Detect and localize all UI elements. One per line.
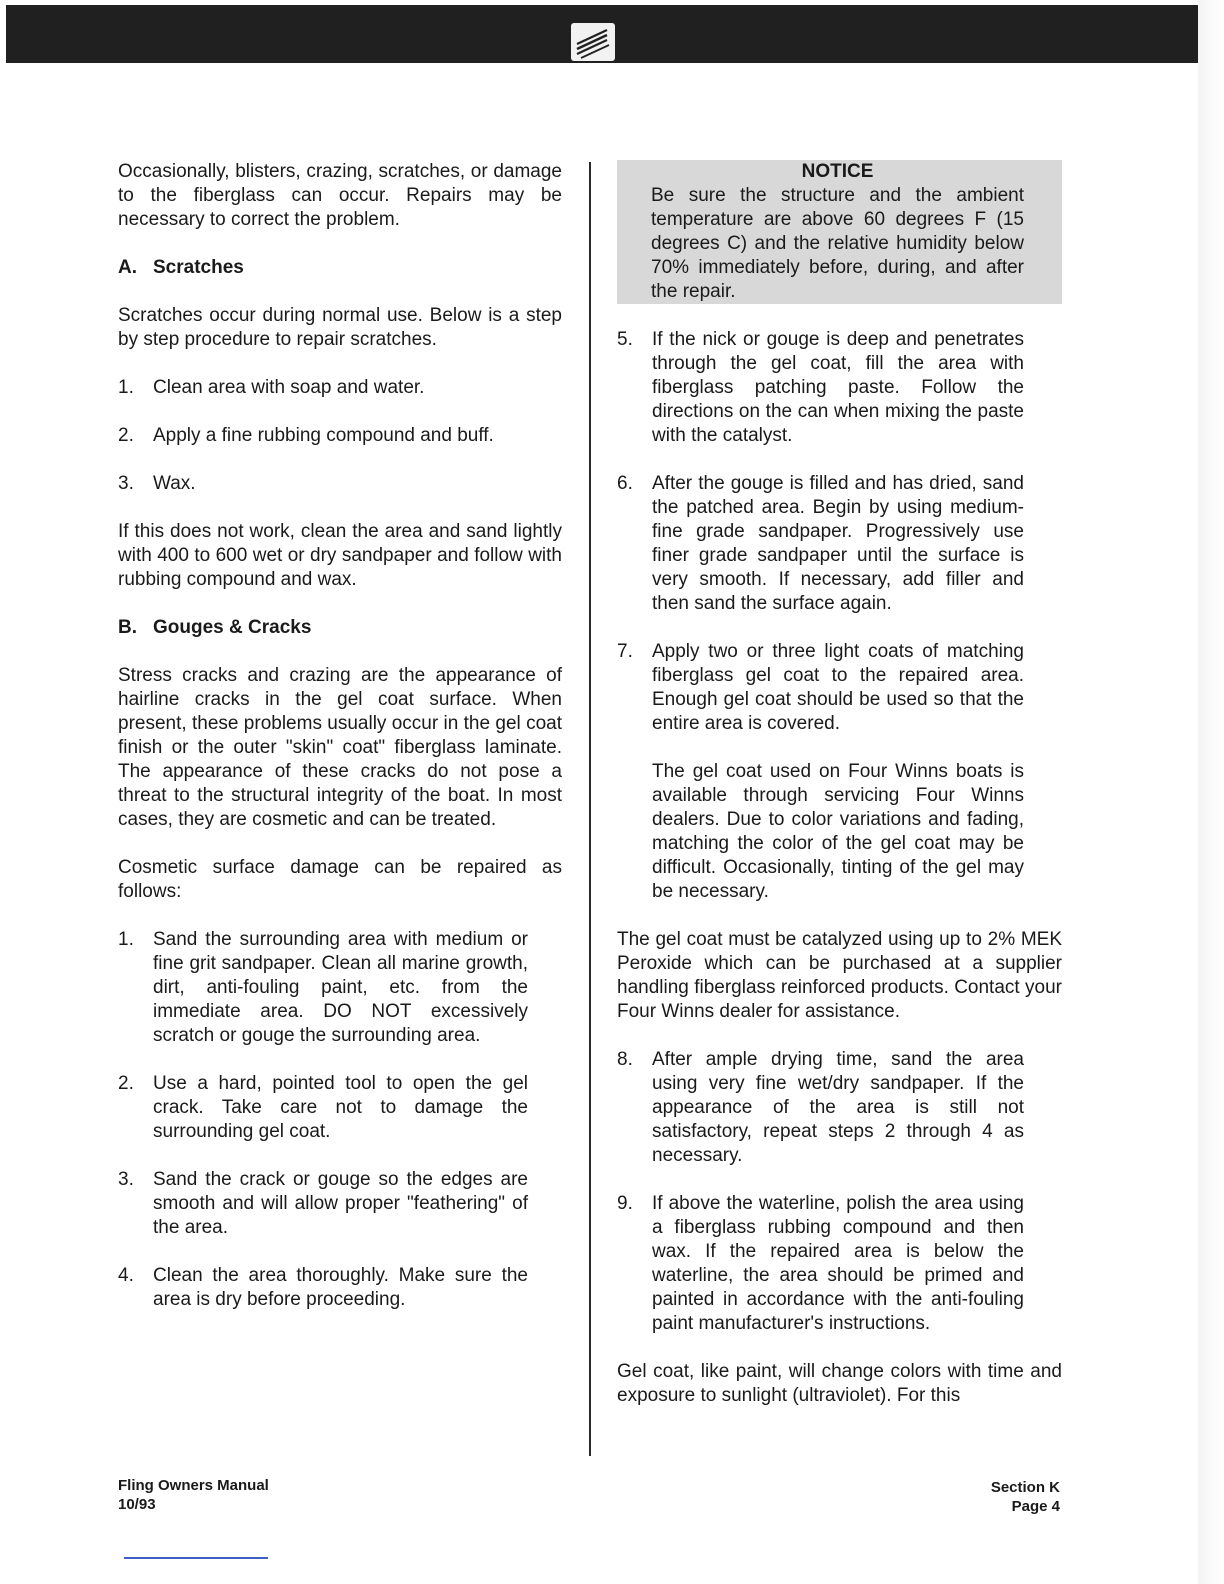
list-item — [617, 640, 1062, 736]
list-item — [118, 1168, 562, 1240]
section-b-steps — [118, 928, 562, 1312]
list-item — [617, 1192, 1062, 1336]
step-text: Use a hard, pointed tool to open the gel crack. Take care not to damage the surrounding gel coat. — [153, 1073, 528, 1142]
page-edge-shadow — [1198, 0, 1224, 1584]
repair-steps-5-7 — [617, 328, 1062, 736]
list-item — [118, 424, 562, 448]
step-text: Apply a fine rubbing compound and buff. — [153, 425, 494, 446]
catalyst-paragraph: The gel coat must be catalyzed using up to 2% MEK Peroxide which can be purchased at a supplier handling fiberglass reinforced products. Contact your Four Winns dealer for assistance. — [617, 929, 1062, 1022]
notice-text: Be sure the structure and the ambient temperature are above 60 degrees F (15 degrees C) and the relative humidity below 70% immediately before, during, and after the repair. — [651, 185, 1024, 302]
step-number: 2. — [118, 425, 134, 446]
section-b-heading — [118, 616, 562, 640]
left-column — [118, 160, 562, 1336]
step-number: 3. — [118, 473, 134, 494]
step-number: 6. — [617, 473, 633, 494]
right-column — [617, 160, 1062, 1432]
step-number: 5. — [617, 329, 633, 350]
notice-box — [617, 160, 1062, 304]
step-text: Clean area with soap and water. — [153, 377, 425, 398]
step-number: 9. — [617, 1193, 633, 1214]
step-text: If the nick or gouge is deep and penetrates through the gel coat, fill the area with fiberglass patching paste. Follow the directions on the can when mixing the paste with the catalyst. — [652, 329, 1024, 446]
footer-section: Section K — [990, 1479, 1060, 1496]
step-text: After the gouge is filled and has dried, sand the patched area. Begin by using medium-fine grade sandpaper. Progressively use finer grade sandpaper until the surface is very smooth. If necessary, add filler and then sand the surface again. — [652, 473, 1024, 614]
step-text: Sand the crack or gouge so the edges are smooth and will allow proper "feathering" of the area. — [153, 1169, 528, 1238]
list-item — [118, 472, 562, 496]
footer-date: 10/93 — [118, 1496, 156, 1513]
step-number: 8. — [617, 1049, 633, 1070]
step-number: 7. — [617, 641, 633, 662]
section-a-letter: A. — [118, 257, 137, 278]
gel-coat-note: The gel coat used on Four Winns boats is available through servicing Four Winns dealers. Due to color variations and fading, matching the color of the gel coat may be difficult. Occasionally, tinting of the gel may be necessary. — [652, 761, 1024, 902]
footer-page-number: Page 4 — [1011, 1498, 1060, 1515]
notice-title: NOTICE — [801, 161, 874, 182]
column-divider — [589, 162, 591, 1456]
link-underline-mark — [124, 1557, 268, 1559]
section-a-title: Scratches — [153, 257, 244, 278]
section-a-followup: If this does not work, clean the area and sand lightly with 400 to 600 wet or dry sandpaper and follow with rubbing compound and wax. — [118, 521, 562, 590]
closing-paragraph: Gel coat, like paint, will change colors with time and exposure to sunlight (ultraviolet). For this — [617, 1361, 1062, 1406]
section-b-title: Gouges & Cracks — [153, 617, 312, 638]
step-text: If above the waterline, polish the area using a fiberglass rubbing compound and then wax. If the repaired area is below the waterline, the area should be primed and painted in accordance with the anti-fouling paint manufacturer's instructions. — [652, 1193, 1024, 1334]
footer-manual-title: Fling Owners Manual — [118, 1477, 269, 1494]
list-item — [617, 328, 1062, 448]
list-item — [617, 1048, 1062, 1168]
section-a-intro: Scratches occur during normal use. Below is a step by step procedure to repair scratches. — [118, 305, 562, 350]
list-item — [118, 928, 562, 1048]
list-item — [118, 1072, 562, 1144]
section-a-heading — [118, 256, 562, 280]
step-number: 4. — [118, 1265, 134, 1286]
four-winns-logo-icon — [571, 23, 615, 61]
list-item — [118, 1264, 562, 1312]
section-b-paragraph-2: Cosmetic surface damage can be repaired as follows: — [118, 857, 562, 902]
footer-left — [118, 1476, 269, 1514]
step-text: Apply two or three light coats of matching fiberglass gel coat to the repaired area. Enough gel coat should be used so that the entire area is covered. — [652, 641, 1024, 734]
list-item — [118, 376, 562, 400]
step-number: 1. — [118, 929, 134, 950]
header-bar — [6, 5, 1198, 63]
step-text: After ample drying time, sand the area using very fine wet/dry sandpaper. If the appearance of the area is still not satisfactory, repeat steps 2 through 4 as necessary. — [652, 1049, 1024, 1166]
step-number: 2. — [118, 1073, 134, 1094]
footer-right — [960, 1478, 1060, 1516]
intro-paragraph: Occasionally, blisters, crazing, scratches, or damage to the fiberglass can occur. Repairs may be necessary to correct the problem. — [118, 161, 562, 230]
step-text: Sand the surrounding area with medium or fine grit sandpaper. Clean all marine growth, dirt, anti-fouling paint, etc. from the immediate area. DO NOT excessively scratch or gouge the surrounding area. — [153, 929, 528, 1046]
section-b-letter: B. — [118, 617, 137, 638]
step-text: Clean the area thoroughly. Make sure the area is dry before proceeding. — [153, 1265, 528, 1310]
list-item — [617, 472, 1062, 616]
section-b-paragraph-1: Stress cracks and crazing are the appearance of hairline cracks in the gel coat surface. When present, these problems usually occur in the gel coat finish or the outer "skin" coat" fiberglass laminate. The appearance of these cracks do not pose a threat to the structural integrity of the boat. In most cases, they are cosmetic and can be treated. — [118, 665, 562, 830]
step-number: 3. — [118, 1169, 134, 1190]
step-text: Wax. — [153, 473, 196, 494]
step-number: 1. — [118, 377, 134, 398]
repair-steps-8-9 — [617, 1048, 1062, 1336]
